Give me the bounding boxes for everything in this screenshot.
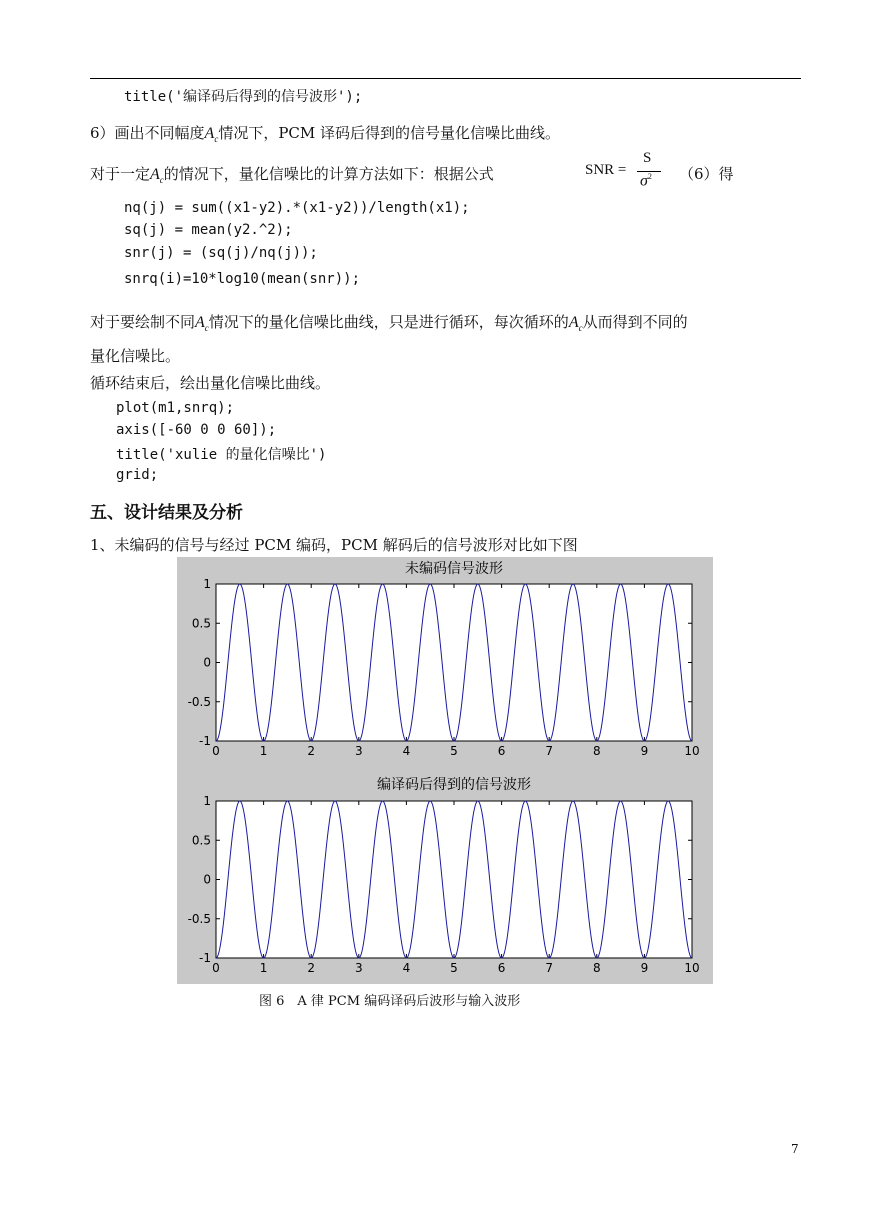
x-tick-label: 4 [402, 744, 411, 758]
code-top-line: title('编译码后得到的信号波形'); [124, 89, 363, 105]
item1-line: 1、未编码的信号与经过 PCM 编码，PCM 解码后的信号波形对比如下图 [90, 536, 578, 554]
x-tick-label: 3 [354, 744, 363, 758]
para2-line2: 量化信噪比。 [90, 347, 181, 365]
para1-line [90, 163, 494, 185]
chart-title: 未编码信号波形 [405, 561, 503, 577]
y-tick-label: -0.5 [187, 911, 211, 926]
y-tick-label: 0 [203, 655, 211, 670]
para1-suffix: 的情况下，量化信噪比的计算方法如下：根据公式 [163, 165, 494, 183]
page-number: 7 [791, 1142, 799, 1156]
para1-prefix: 对于一定 [90, 165, 151, 183]
x-tick-label: 8 [592, 961, 601, 975]
para2-line1 [90, 311, 688, 333]
formula-denominator: $\sigma^2$ [640, 172, 652, 190]
y-tick-label: -1 [199, 951, 211, 965]
y-tick-label: 1 [203, 794, 211, 808]
code-line: nq(j) = sum((x1-y2).*(x1-y2))/length(x1); [124, 200, 470, 216]
code-line: grid; [116, 467, 159, 483]
x-tick-label: 10 [684, 744, 700, 758]
x-tick-label: 7 [545, 961, 554, 975]
ac-symbol: $A_c$ [195, 314, 209, 334]
step6-prefix: 6）画出不同幅度 [90, 124, 205, 142]
para3-line: 循环结束后，绘出量化信噪比曲线。 [90, 374, 331, 392]
y-tick-label: -1 [199, 734, 211, 748]
step6-suffix: 情况下，PCM 译码后得到的信号量化信噪比曲线。 [218, 124, 561, 142]
y-tick-label: 0 [203, 872, 211, 887]
formula-lhs: SNR = [585, 162, 627, 178]
ac-symbol: $A_c$ [568, 314, 583, 334]
x-tick-label: 9 [640, 961, 649, 975]
para2-mid: 情况下的量化信噪比曲线，只是进行循环，每次循环的 [208, 313, 569, 331]
para2-prefix: 对于要绘制不同 [90, 313, 196, 331]
x-tick-label: 3 [354, 961, 363, 975]
plot-area [216, 801, 692, 958]
figure-caption: 图 6 A 律 PCM 编码译码后波形与输入波形 [259, 994, 521, 1009]
x-tick-label: 2 [307, 744, 316, 758]
waveform-figure [177, 557, 713, 984]
x-tick-label: 0 [212, 961, 220, 975]
x-tick-label: 9 [640, 744, 649, 758]
x-tick-label: 8 [592, 744, 601, 758]
chart-title: 编译码后得到的信号波形 [377, 777, 531, 793]
formula-numerator: S [643, 150, 652, 166]
y-tick-label: 0.5 [191, 616, 211, 631]
header-rule [90, 78, 801, 79]
y-tick-label: 0.5 [191, 833, 211, 848]
para2-suffix: 从而得到不同的 [582, 313, 688, 331]
waveform-plots [177, 557, 713, 984]
x-tick-label: 2 [307, 961, 316, 975]
code-line: plot(m1,snrq); [116, 400, 235, 416]
y-tick-label: -0.5 [187, 694, 211, 709]
code-line: axis([-60 0 0 60]); [116, 422, 277, 438]
y-tick-label: 1 [203, 577, 211, 591]
code-line: snr(j) = (sq(j)/nq(j)); [124, 245, 318, 261]
equation-number: （6）得 [679, 165, 734, 183]
plot-area [216, 584, 692, 741]
x-tick-label: 6 [497, 961, 506, 975]
code-line: sq(j) = mean(y2.^2); [124, 222, 293, 238]
x-tick-label: 1 [259, 961, 268, 975]
x-tick-label: 0 [212, 744, 220, 758]
x-tick-label: 4 [402, 961, 411, 975]
x-tick-label: 10 [684, 961, 700, 975]
x-tick-label: 6 [497, 744, 506, 758]
x-tick-label: 1 [259, 744, 268, 758]
ac-symbol: $A_c$ [150, 166, 164, 186]
section-heading: 五、设计结果及分析 [90, 503, 243, 523]
step6-line [90, 122, 560, 144]
code-line: title('xulie 的量化信噪比') [116, 447, 327, 463]
x-tick-label: 7 [545, 744, 554, 758]
x-tick-label: 5 [450, 744, 458, 758]
code-line: snrq(i)=10*log10(mean(snr)); [124, 271, 361, 287]
x-tick-label: 5 [450, 961, 458, 975]
ac-symbol: $A_c$ [204, 125, 219, 145]
